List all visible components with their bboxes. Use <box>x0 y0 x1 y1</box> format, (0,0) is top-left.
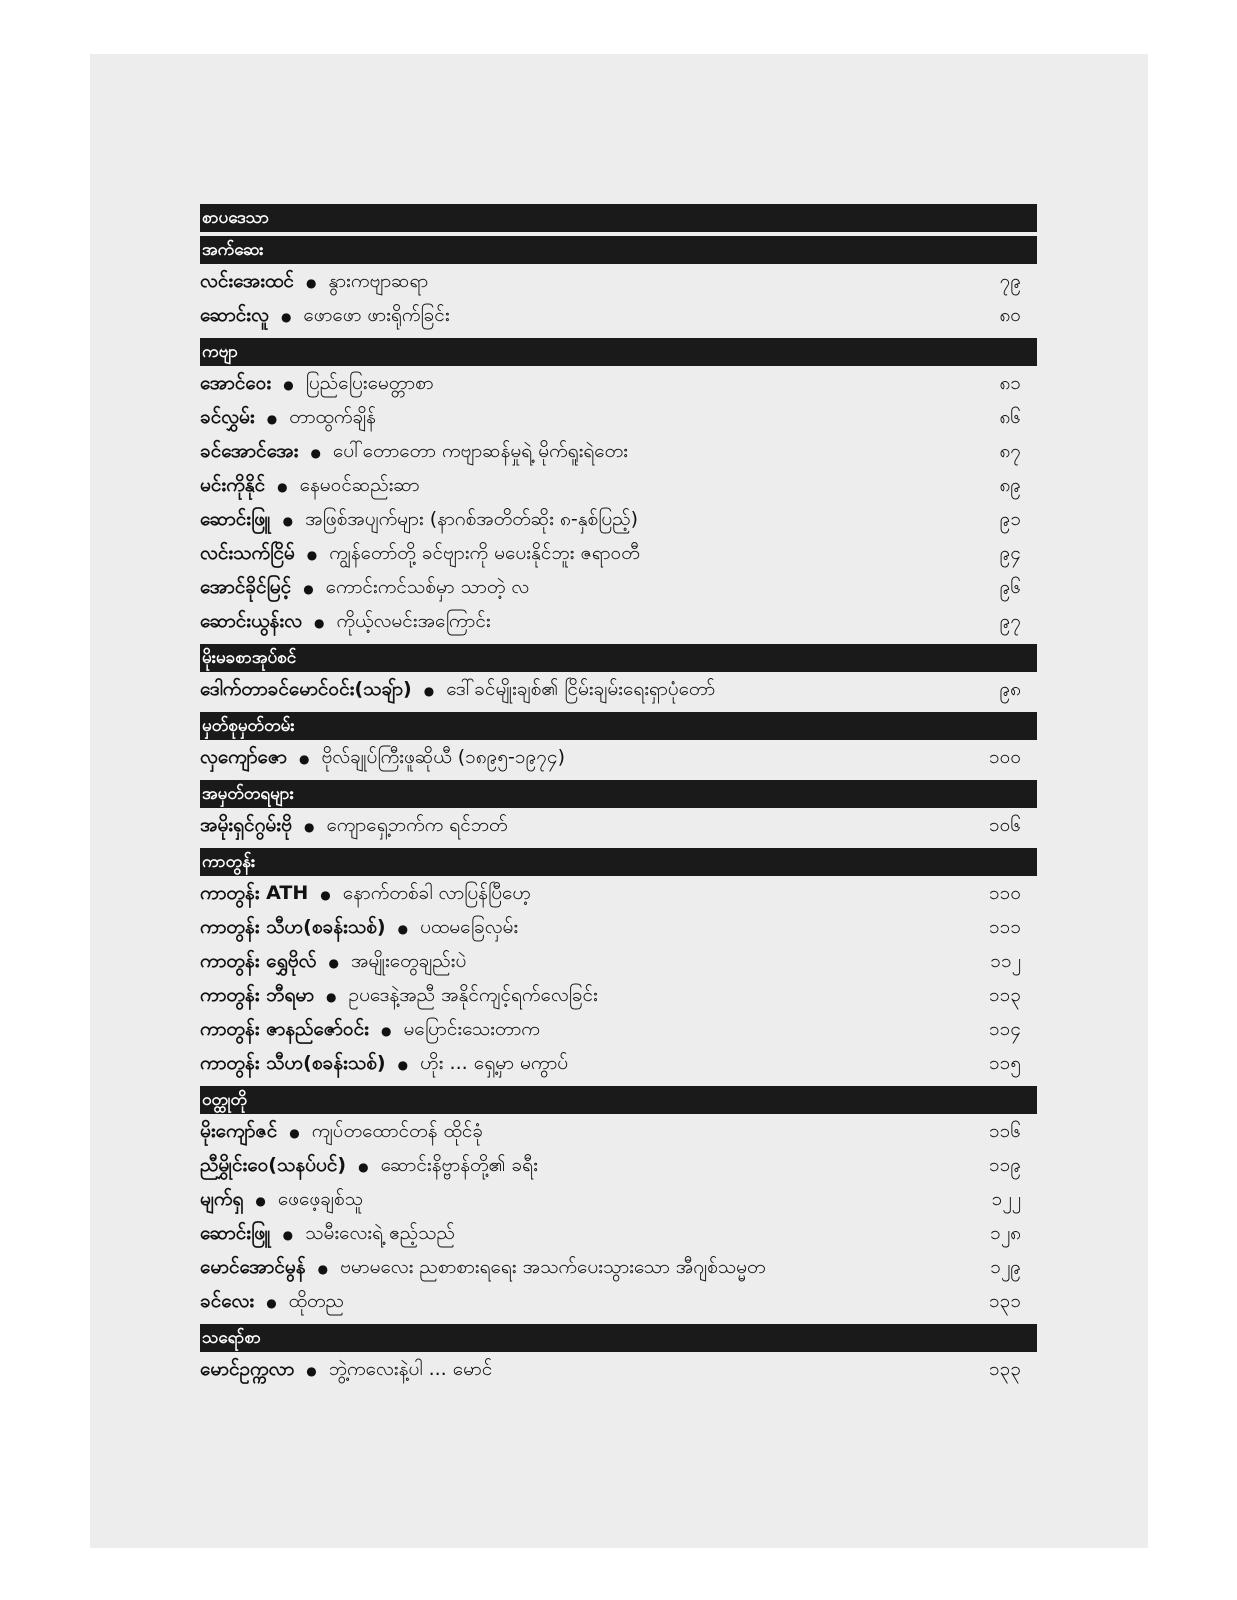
entry-page-number: ၈၉ <box>999 474 1021 496</box>
bullet-icon: ● <box>397 922 409 936</box>
section-header: အမှတ်တရများ <box>200 780 1037 808</box>
toc-entry <box>200 912 1037 946</box>
entry-author: ကာတွန်း သီဟ(စခန်းသစ်) <box>200 916 386 938</box>
bullet-icon: ● <box>423 684 435 698</box>
entry-author: မျက်ရှ <box>200 1188 244 1210</box>
section-header: စာပဒေသာ <box>200 204 1037 232</box>
bullet-icon: ● <box>305 276 317 290</box>
entry-title: ဥပဒေနဲ့အညီ အနိုင်ကျင့်ရက်လေခြင်း <box>348 984 598 1006</box>
entry-page-number: ၉၆ <box>999 576 1021 598</box>
entry-page-number: ၈၆ <box>999 406 1021 428</box>
entry-page-number: ၁၃၃ <box>988 1358 1021 1380</box>
toc-entry <box>200 538 1037 572</box>
bullet-icon: ● <box>277 480 288 494</box>
entry-title: ဒေါ်ခင်မျိုးချစ်၏ ငြိမ်းချမ်းရေးရှာပုံတော် <box>446 678 716 700</box>
bullet-icon: ● <box>306 548 318 562</box>
toc-entry <box>200 1116 1037 1150</box>
bullet-icon: ● <box>328 956 339 970</box>
entry-page-number: ၉၇ <box>999 610 1021 632</box>
entry-page-number: ၁၁၁ <box>988 916 1021 938</box>
bullet-icon: ● <box>358 1160 369 1174</box>
bullet-icon: ● <box>320 888 331 902</box>
toc-entry <box>200 606 1037 640</box>
entry-author: ကာတွန်း ဇာနည်ဇော်ဝင်း <box>200 1018 369 1040</box>
entry-author: ဒေါက်တာခင်မောင်ဝင်း(သချ်ာ) <box>200 678 412 700</box>
entry-title: ထိုတည <box>288 1290 344 1312</box>
bullet-icon: ● <box>303 582 314 596</box>
entry-author: ဆောင်းလူ <box>200 304 269 326</box>
bullet-icon: ● <box>397 1058 409 1072</box>
toc-entry <box>200 1218 1037 1252</box>
entry-page-number: ၈၇ <box>999 440 1021 462</box>
entry-page-number: ၁၀၆ <box>988 814 1021 836</box>
entry-author: မောင်ဥက္ကလာ <box>200 1358 295 1380</box>
entry-author: ဆောင်းယွန်းလ <box>200 610 303 632</box>
entry-title: အဖြစ်အပျက်များ (နာဂစ်အတိတ်ဆိုး ၈-နှစ်ပြည့်) <box>305 508 639 530</box>
entry-author: ခင်လေး <box>200 1290 255 1312</box>
toc-entry <box>200 742 1037 776</box>
toc-entry <box>200 1252 1037 1286</box>
bullet-icon: ● <box>310 446 321 460</box>
entry-page-number: ၉၄ <box>999 542 1021 564</box>
entry-title: ကျပ်တထောင်တန် ထိုင်ခုံ <box>311 1120 484 1142</box>
entry-author: အမိုးရှင်ဂွမ်းဗို <box>200 814 292 836</box>
entry-page-number: ၁၁၄ <box>988 1018 1021 1040</box>
toc-entry <box>200 1286 1037 1320</box>
toc-entry <box>200 1048 1037 1082</box>
entry-title: ပထမခြေလှမ်း <box>420 916 519 938</box>
bullet-icon: ● <box>282 1228 294 1242</box>
bullet-icon: ● <box>255 1194 266 1208</box>
entry-title: ကျွန်တော်တို့ ခင်ဗျားကို မပေးနိုင်ဘူး ဇရာဝတီ <box>329 542 640 564</box>
section-header: ကာတွန်း <box>200 848 1037 876</box>
toc-entry <box>200 436 1037 470</box>
section-header: အက်ဆေး <box>200 236 1037 264</box>
entry-author: ဆောင်းဖြူ <box>200 1222 271 1244</box>
entry-author: လှကျော်ဇော <box>200 746 287 768</box>
section-header: သရော်စာ <box>200 1324 1037 1352</box>
table-of-contents <box>200 200 1037 1388</box>
toc-entry <box>200 266 1037 300</box>
entry-author: အောင်ဝေး <box>200 372 272 394</box>
entry-author: ဆောင်းဖြူ <box>200 508 271 530</box>
section-header: မှတ်စုမှတ်တမ်း <box>200 712 1037 740</box>
bullet-icon: ● <box>280 310 292 324</box>
toc-entry <box>200 674 1037 708</box>
bullet-icon: ● <box>266 412 278 426</box>
entry-title: သမီးလေးရဲ့ ဧည့်သည် <box>305 1222 455 1244</box>
entry-title: ဖောဖော ဖားရိုက်ခြင်း <box>303 304 450 326</box>
entry-title: ဟိုး ... ရှေ့မှာ မကွာပ် <box>420 1052 569 1074</box>
entry-page-number: ၇၉ <box>999 270 1021 292</box>
toc-entry <box>200 1014 1037 1048</box>
entry-title: နွားကဗျာဆရာ <box>328 270 429 292</box>
section-header: ကဗျာ <box>200 338 1037 366</box>
entry-title: ကိုယ့်လမင်းအကြောင်း <box>336 610 491 632</box>
entry-author: ခင်အောင်အေး <box>200 440 299 462</box>
toc-entry <box>200 572 1037 606</box>
toc-entry <box>200 1150 1037 1184</box>
entry-title: မပြောင်းသေးတာက <box>403 1018 540 1040</box>
entry-author: မောင်အောင်မွန် <box>200 1256 306 1278</box>
entry-page-number: ၈၀ <box>999 304 1021 326</box>
entry-page-number: ၉၁ <box>999 508 1021 530</box>
toc-entry <box>200 470 1037 504</box>
bullet-icon: ● <box>317 1262 329 1276</box>
entry-page-number: ၁၀၀ <box>988 746 1021 768</box>
toc-entry <box>200 368 1037 402</box>
entry-page-number: ၁၁၉ <box>988 1154 1021 1176</box>
entry-title: ဖေဖေ့ချစ်သူ <box>277 1188 363 1210</box>
entry-title: ဆောင်းနိဗ္ဗာန်တို့၏ ခရီး <box>380 1154 538 1176</box>
entry-title: နေမဝင်ဆည်းဆာ <box>299 474 420 496</box>
entry-author: ကာတွန်း သီဟ(စခန်းသစ်) <box>200 1052 386 1074</box>
entry-page-number: ၉၈ <box>999 678 1021 700</box>
entry-title: ဘွဲ့ကလေးနဲ့ပါ ... မောင် <box>328 1358 493 1380</box>
entry-author: အောင်ခိုင်မြင့် <box>200 576 292 598</box>
entry-page-number: ၁၁၃ <box>988 984 1021 1006</box>
entry-page-number: ၁၂၂ <box>991 1188 1021 1210</box>
toc-entry <box>200 946 1037 980</box>
entry-title: ဗိုလ်ချုပ်ကြီးဖူဆိုယီ (၁၈၉၅-၁၉၇၄) <box>321 746 566 768</box>
entry-page-number: ၁၁၂ <box>990 950 1021 972</box>
bullet-icon: ● <box>283 378 294 392</box>
entry-title: ကောင်းကင်သစ်မှာ သာတဲ့ လ <box>325 576 530 598</box>
entry-author: ကာတွန်း ရွှေဗိုလ် <box>200 950 317 972</box>
entry-page-number: ၁၂၈ <box>990 1222 1021 1244</box>
bullet-icon: ● <box>314 616 325 630</box>
entry-page-number: ၁၁၀ <box>988 882 1021 904</box>
entry-author: ကာတွန်း ATH <box>200 882 309 904</box>
entry-author: ခင်လွှမ်း <box>200 406 255 428</box>
entry-author: လင်းသက်ငြိမ် <box>200 542 295 564</box>
entry-title: ဗမာမလေး ညစာစားရရေး အသက်ပေးသွားသော အီဂျစ်သမ္မတ <box>340 1256 766 1278</box>
bullet-icon: ● <box>289 1126 300 1140</box>
toc-entry <box>200 1354 1037 1388</box>
entry-author: မင်းကိုနိုင် <box>200 474 266 496</box>
entry-author: ကာတွန်း ဘီရမာ <box>200 984 315 1006</box>
toc-entry <box>200 504 1037 538</box>
entry-author: ညီမွှိုင်းဝေ(သနပ်ပင်) <box>200 1154 347 1176</box>
toc-entry <box>200 300 1037 334</box>
toc-entry <box>200 810 1037 844</box>
bullet-icon: ● <box>380 1024 392 1038</box>
entry-page-number: ၁၂၉ <box>990 1256 1021 1278</box>
bullet-icon: ● <box>303 820 315 834</box>
bullet-icon: ● <box>282 514 294 528</box>
entry-title: နောက်တစ်ခါ လာပြန်ပြီဟေ့ <box>342 882 531 904</box>
bullet-icon: ● <box>298 752 310 766</box>
entry-page-number: ၁၁၆ <box>988 1120 1021 1142</box>
section-header: ဝတ္ထုတို <box>200 1086 1037 1114</box>
entry-title: ပြည်ပြေးမေတ္တာစာ <box>305 372 434 394</box>
entry-title: အမျိုးတွေချည်းပဲ <box>350 950 467 972</box>
bullet-icon: ● <box>326 990 337 1004</box>
toc-entry <box>200 402 1037 436</box>
entry-title: ကျောရှေ့ဘက်က ရင်ဘတ် <box>326 814 508 836</box>
entry-author: လင်းအေးထင် <box>200 270 294 292</box>
entry-page-number: ၁၃၁ <box>988 1290 1021 1312</box>
entry-page-number: ၈၁ <box>999 372 1021 394</box>
entry-page-number: ၁၁၅ <box>988 1052 1021 1074</box>
toc-entry <box>200 980 1037 1014</box>
bullet-icon: ● <box>266 1296 277 1310</box>
section-header: မိုးမခစာအုပ်စင် <box>200 644 1037 672</box>
bullet-icon: ● <box>306 1364 317 1378</box>
entry-title: တာထွက်ချိန် <box>289 406 377 428</box>
entry-author: မိုးကျော်ဇင် <box>200 1120 278 1142</box>
toc-entry <box>200 1184 1037 1218</box>
entry-title: ပေါ်တောတော ကဗျာဆန်မှုရဲ့ မိုက်ရူးရဲတေး <box>332 440 628 462</box>
toc-entry <box>200 878 1037 912</box>
